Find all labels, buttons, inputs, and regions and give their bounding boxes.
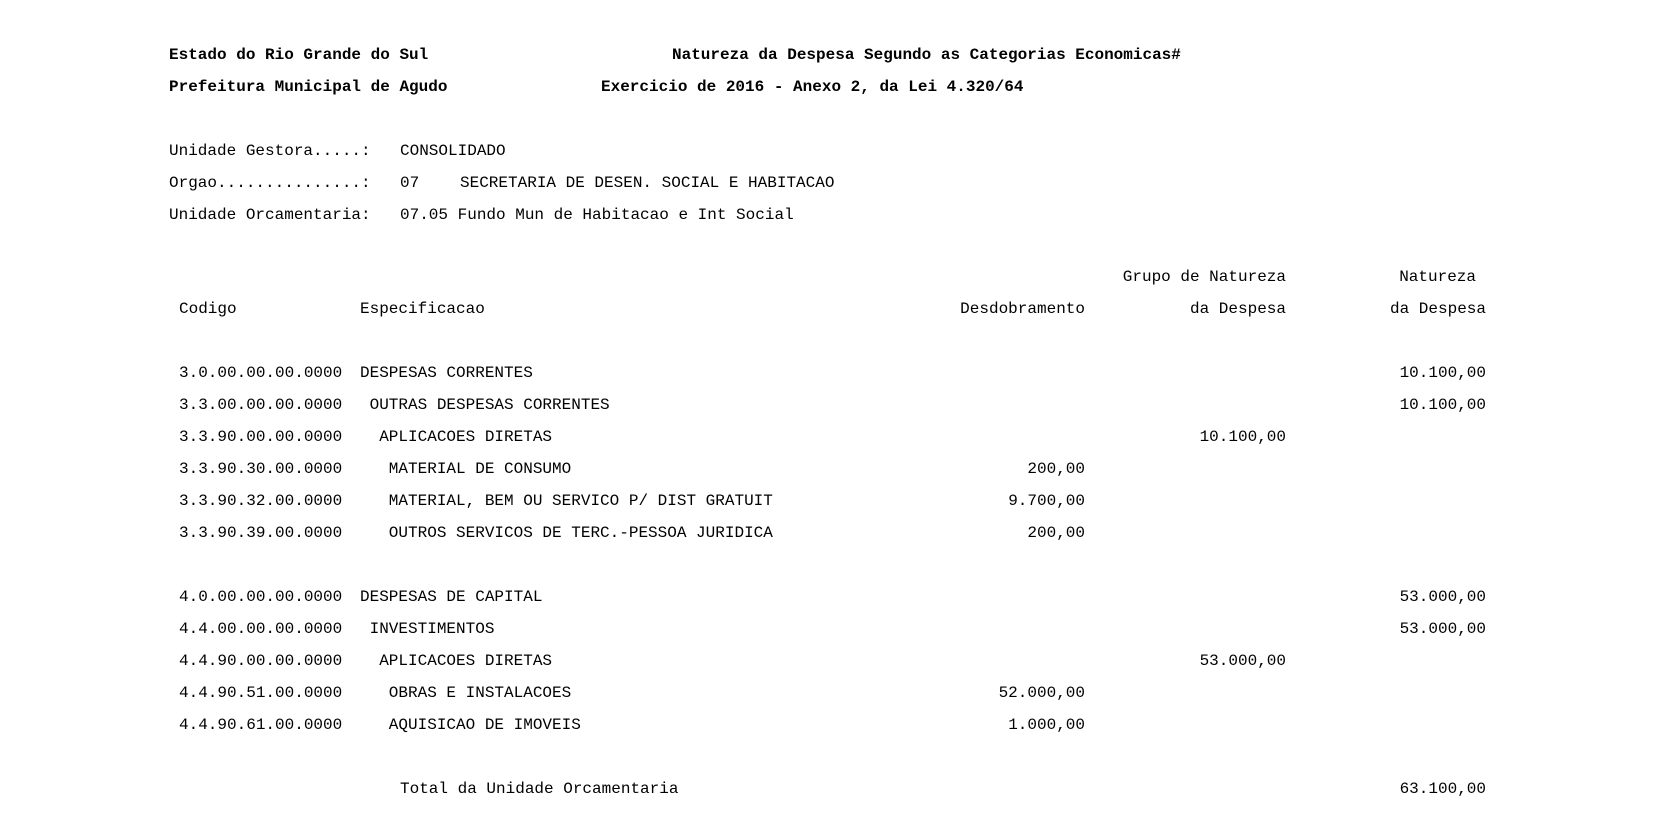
unidade-gestora-label: Unidade Gestora.....: (169, 142, 371, 160)
row-description: OUTRAS DESPESAS CORRENTES (360, 396, 610, 414)
column-header-especificacao: Especificacao (360, 300, 485, 318)
row-code: 3.3.90.32.00.0000 (179, 492, 343, 510)
row-natureza: 10.100,00 (1399, 364, 1486, 382)
column-header-grupo-line1: Grupo de Natureza (1122, 268, 1286, 286)
row-code: 3.3.90.39.00.0000 (179, 524, 343, 542)
row-code: 4.4.90.61.00.0000 (179, 716, 343, 734)
row-code: 4.0.00.00.00.0000 (179, 588, 343, 606)
column-header-codigo: Codigo (179, 300, 237, 318)
unidade-gestora-value: CONSOLIDADO (400, 142, 506, 160)
row-code: 4.4.90.51.00.0000 (179, 684, 343, 702)
unidade-orcamentaria-label: Unidade Orcamentaria: (169, 206, 371, 224)
row-code: 3.3.90.30.00.0000 (179, 460, 343, 478)
row-code: 3.3.00.00.00.0000 (179, 396, 343, 414)
total-value: 63.100,00 (1399, 780, 1486, 798)
row-description: OUTROS SERVICOS DE TERC.-PESSOA JURIDICA (360, 524, 773, 542)
row-code: 3.3.90.00.00.0000 (179, 428, 343, 446)
row-description: OBRAS E INSTALACOES (360, 684, 572, 702)
column-header-desdobramento: Desdobramento (960, 300, 1085, 318)
column-header-natureza-line1: Natureza (1399, 268, 1476, 286)
unidade-orcamentaria-value: 07.05 Fundo Mun de Habitacao e Int Social (400, 206, 794, 224)
state-name: Estado do Rio Grande do Sul (169, 46, 429, 64)
row-code: 4.4.00.00.00.0000 (179, 620, 343, 638)
municipality-name: Prefeitura Municipal de Agudo (169, 78, 448, 96)
row-code: 4.4.90.00.00.0000 (179, 652, 343, 670)
orgao-code: 07 (400, 174, 420, 192)
row-description: AQUISICAO DE IMOVEIS (360, 716, 581, 734)
row-natureza: 53.000,00 (1399, 588, 1486, 606)
exercise-subtitle: Exercicio de 2016 - Anexo 2, da Lei 4.320/64 (601, 78, 1024, 96)
row-desdobramento: 200,00 (1027, 460, 1085, 478)
row-description: DESPESAS CORRENTES (360, 364, 533, 382)
total-label: Total da Unidade Orcamentaria (400, 780, 679, 798)
column-header-natureza-line2: da Despesa (1389, 300, 1486, 318)
column-header-grupo-line2: da Despesa (1189, 300, 1286, 318)
row-desdobramento: 9.700,00 (1008, 492, 1085, 510)
row-description: APLICACOES DIRETAS (360, 428, 553, 446)
row-description: INVESTIMENTOS (360, 620, 495, 638)
row-natureza: 53.000,00 (1399, 620, 1486, 638)
row-grupo: 10.100,00 (1199, 428, 1286, 446)
row-description: MATERIAL DE CONSUMO (360, 460, 572, 478)
row-desdobramento: 1.000,00 (1008, 716, 1085, 734)
row-grupo: 53.000,00 (1199, 652, 1286, 670)
row-natureza: 10.100,00 (1399, 396, 1486, 414)
row-description: APLICACOES DIRETAS (360, 652, 553, 670)
orgao-name: SECRETARIA DE DESEN. SOCIAL E HABITACAO (460, 174, 835, 192)
row-desdobramento: 52.000,00 (998, 684, 1085, 702)
row-code: 3.0.00.00.00.0000 (179, 364, 343, 382)
orgao-label: Orgao...............: (169, 174, 371, 192)
row-description: DESPESAS DE CAPITAL (360, 588, 543, 606)
report-title: Natureza da Despesa Segundo as Categorias Economicas# (672, 46, 1181, 64)
row-description: MATERIAL, BEM OU SERVICO P/ DIST GRATUIT (360, 492, 773, 510)
row-desdobramento: 200,00 (1027, 524, 1085, 542)
